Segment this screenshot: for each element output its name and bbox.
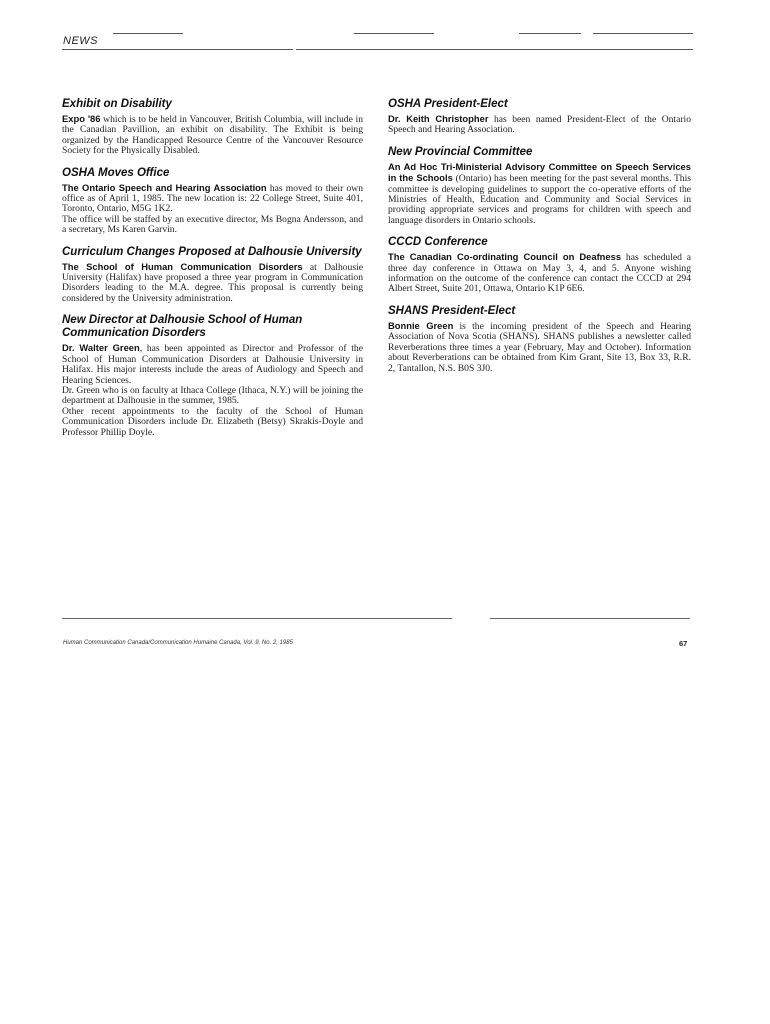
article-title: CCCD Conference [388, 236, 488, 249]
header-rule-segment [593, 33, 693, 34]
news-article [388, 236, 691, 295]
body-text: which is to be held in Vancouver, British Columbia, will include in the Canadian Pavillion, an exhibit on disability. The Exhibit is being organized by the Handicapped Resource Centre of the Vancouver Resource Society for the Physically Disabled. [62, 114, 363, 157]
lead-phrase: Dr. Keith Christopher [388, 113, 489, 124]
right-column [388, 98, 691, 384]
article-paragraph [62, 114, 363, 157]
news-article [62, 167, 363, 236]
news-article [388, 98, 691, 136]
body-text: , has been appointed as Director and Professor of the School of Human Communication Disorders at Dalhousie University in Halifax. His major interests include the areas of Audiology and Speech and Hearing Sciences. [62, 343, 363, 386]
lead-phrase: An Ad Hoc Tri-Ministerial Advisory Committee on Speech Services in the Schools [388, 160, 691, 184]
section-label: NEWS [63, 35, 98, 47]
lead-phrase: Expo '86 [62, 113, 101, 124]
article-paragraph [62, 386, 363, 407]
body-text: has moved to their own office as of April 1, 1985. The new location is: 22 College Street, Suite 401, Toronto, Ontario, M5G 1K2. [62, 182, 363, 215]
body-text: The office will be staffed by an executive director, Ms Bogna Andersson, and a secretary, Ms Karen Garvin. [62, 213, 363, 236]
article-paragraph [388, 162, 691, 226]
body-text: at Dalhousie University (Halifax) have proposed a three year program in Communication Disorders leading to the M.A. degree. This proposal is currently being considered by the University administration. [62, 261, 364, 304]
journal-citation: Human Communication Canada/Communication Humaine Canada, Vol. 9, No. 2, 1985 [63, 640, 293, 646]
article-paragraph [62, 183, 363, 215]
article-title: New Provincial Committee [388, 145, 533, 158]
header-rule-segment [354, 33, 434, 34]
news-article [62, 246, 363, 305]
article-paragraph [388, 252, 691, 295]
lead-phrase: The Canadian Co-ordinating Council on Deafness [388, 251, 622, 263]
article-paragraph [62, 262, 363, 305]
left-column [62, 98, 363, 448]
body-text: has been named President-Elect of the Ontario Speech and Hearing Association. [388, 114, 691, 136]
header-rule [296, 49, 693, 50]
news-article [388, 146, 691, 226]
article-title: SHANS President-Elect [388, 304, 516, 317]
body-text: has scheduled a three day conference in Ottawa on May 3, 4, and 5. Anyone wishing information on the outcome of the conference can contact the CCCD at 294 Albert Street, Suite 201, Ottawa, Ontario K1P 6E6. [388, 252, 691, 295]
page-number: 67 [679, 639, 688, 648]
article-paragraph [62, 215, 363, 236]
body-text: Other recent appointments to the faculty of the School of Human Communication Disorders include Dr. Elizabeth (Betsy) Skrakis-Doyle and Professor Phillip Doyle. [62, 405, 363, 438]
header-rule [62, 49, 293, 50]
article-paragraph [62, 343, 363, 386]
body-text: is the incoming president of the Speech and Hearing Association of Nova Scotia (SHANS). SHANS publishes a newsletter called Reverberations three times a year (February, May and October). Information about Reverberations can be obtained from Kim Grant, Site 13, Box 33, R.R. 2, Tantallon, N.S. B0S 3J0. [388, 320, 691, 374]
lead-phrase: Bonnie Green [388, 319, 454, 331]
article-paragraph [388, 321, 691, 374]
footer-rule [62, 618, 452, 619]
lead-phrase: The Ontario Speech and Hearing Association [62, 181, 267, 193]
article-title: New Director at Dalhousie School of Human Communication Disorders [62, 314, 303, 340]
body-text: (Ontario) has been meeting for the past several months. This committee is developing guidelines to support the co-operative efforts of the Ministries of Health, Education and Community and Social Services in providing appropriate services and programs for children with speech and language disorders in Ontario schools. [388, 173, 691, 226]
header-rule-segment [113, 33, 183, 34]
article-title: OSHA President-Elect [388, 98, 508, 110]
article-paragraph [388, 114, 691, 136]
body-text: Dr. Green who is on faculty at Ithaca College (Ithaca, N.Y.) will be joining the department at Dalhousie in the summer, 1985. [62, 384, 363, 407]
lead-phrase: Dr. Walter Green [62, 342, 140, 354]
lead-phrase: The School of Human Communication Disorders [62, 260, 303, 272]
article-title: Exhibit on Disability [62, 98, 172, 110]
news-article [62, 314, 363, 438]
header-rule-segment [519, 33, 581, 34]
news-article [388, 305, 691, 374]
article-title: Curriculum Changes Proposed at Dalhousie University [62, 245, 362, 258]
news-article [62, 98, 363, 157]
article-title: OSHA Moves Office [62, 166, 170, 179]
footer-rule [490, 618, 690, 619]
article-paragraph [62, 407, 363, 438]
